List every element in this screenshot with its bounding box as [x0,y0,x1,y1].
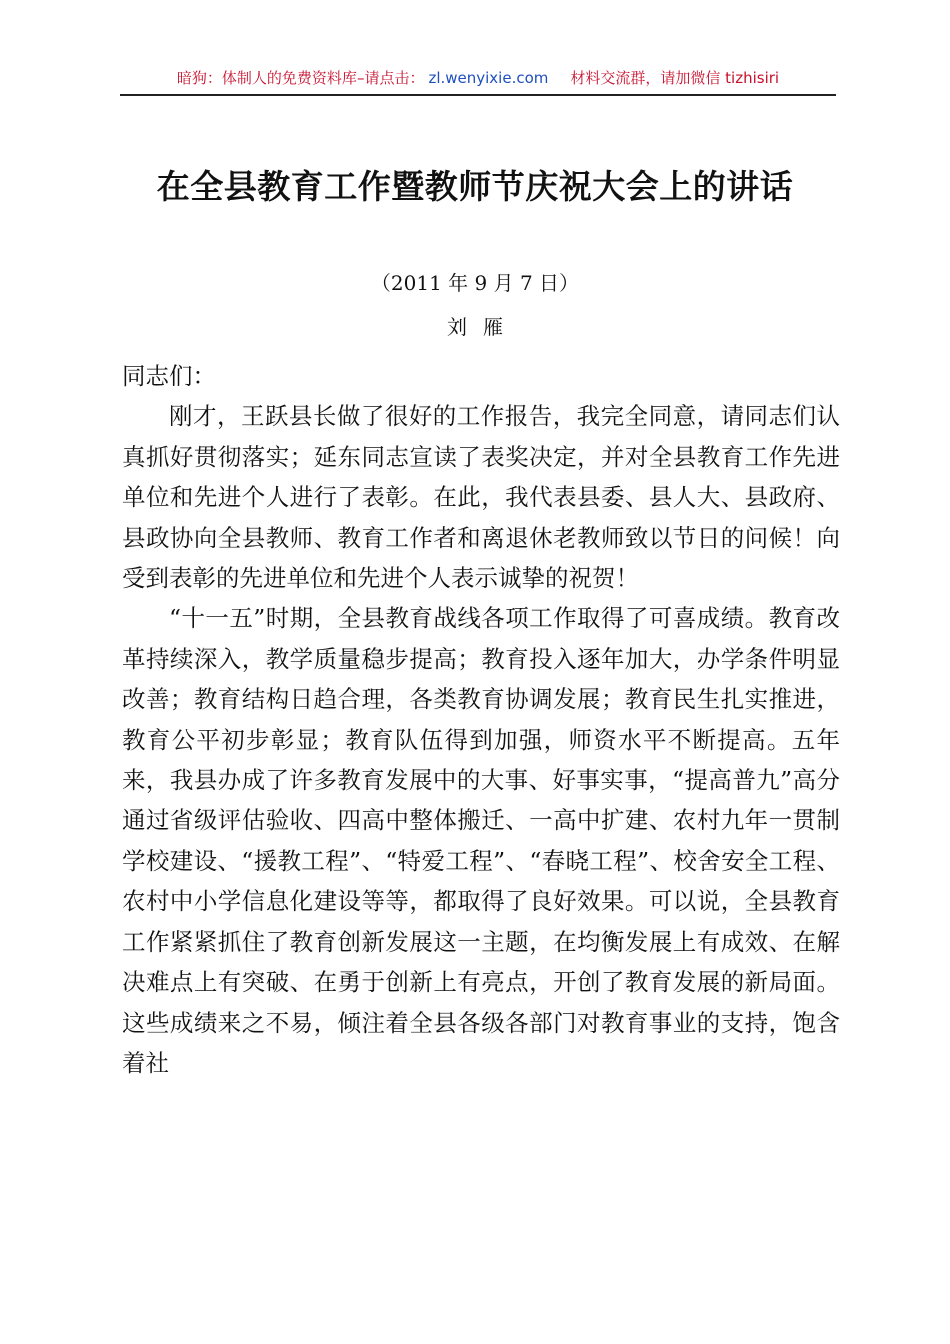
page-header [120,64,836,96]
document-body [122,356,840,1083]
paragraph-2: “十一五”时期，全县教育战线各项工作取得了可喜成绩。教育改革持续深入，教学质量稳步提高；教育投入逐年加大，办学条件明显改善；教育结构日趋合理，各类教育协调发展；教育民生扎实推进，教育公平初步彰显；教育队伍得到加强，师资水平不断提高。五年来，我县办成了许多教育发展中的大事、好事实事，“提高普九”高分通过省级评估验收、四高中整体搬迁、一高中扩建、农村九年一贯制学校建设、“援教工程”、“特爱工程”、“春晓工程”、校舍安全工程、农村中小学信息化建设等等，都取得了良好效果。可以说，全县教育工作紧紧抓住了教育创新发展这一主题，在均衡发展上有成效、在解决难点上有突破、在勇于创新上有亮点，开创了教育发展的新局面。这些成绩来之不易，倾注着全县各级各部门对教育事业的支持，饱含着社 [122,604,840,1077]
speech-date: （2011 年 9 月 7 日） [370,271,580,295]
header-note: 材料交流群，请加微信 tizhisiri [570,69,780,87]
document-title: 在全县教育工作暨教师节庆祝大会上的讲话 [156,167,794,206]
speech-author: 刘雁 [447,315,519,339]
paragraph-1: 刚才，王跃县长做了很好的工作报告，我完全同意，请同志们认真抓好贯彻落实；延东同志宣读了表奖决定，并对全县教育工作先进单位和先进个人进行了表彰。在此，我代表县委、县人大、县政府、县政协向全县教师、教育工作者和离退休老教师致以节日的问候！向受到表彰的先进单位和先进个人表示诚挚的祝贺！ [122,402,840,593]
salutation: 同志们： [122,362,216,390]
header-brand: 暗狗：体制人的免费资料库 [176,69,357,87]
header-link[interactable]: zl.wenyixie.com [428,69,549,87]
header-prompt: –请点击： [356,69,425,87]
